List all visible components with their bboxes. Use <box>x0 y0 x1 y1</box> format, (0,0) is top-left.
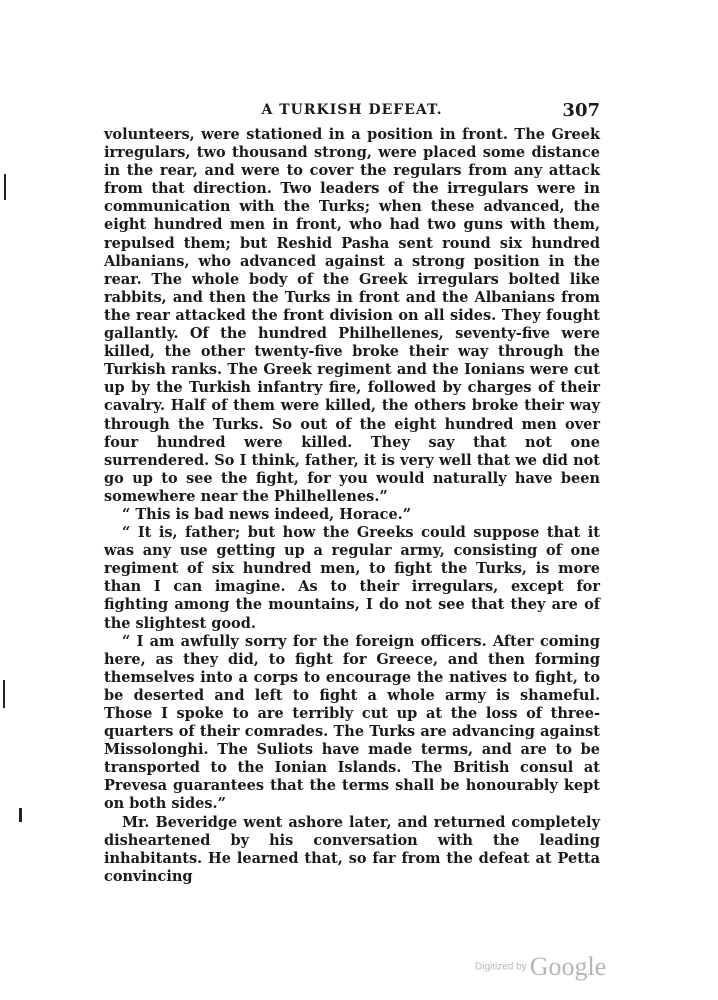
page-number: 307 <box>562 100 600 121</box>
running-title: A TURKISH DEFEAT. <box>261 102 443 118</box>
margin-mark-middle <box>3 680 5 708</box>
body-text <box>104 126 600 886</box>
paragraph-1: volunteers, were stationed in a position in front. The Greek irregulars, two thousand strong, were placed some distance in the rear, and were to cover the regulars from any attack from that direction. Two leaders of the irregulars were in communication with the Turks; when these advanced, the eight hundred men in front, who had two guns with them, repulsed them; but Reshid Pasha sent round six hundred Albanians, who advanced against a strong position in the rear. The whole body of the Greek irregulars bolted like rabbits, and then the Turks in front and the Albanians from the rear attacked the front division on all sides. They fought gallantly. Of the hundred Philhellenes, seventy-five were killed, the other twenty-five broke their way through the Turkish ranks. The Greek regiment and the Ionians were cut up by the Turkish infantry fire, followed by charges of their cavalry. Half of them were killed, the others broke their way through the Turks. So out of the eight hundred men over four hundred were killed. They say that not one surrendered. So I think, father, it is very well that we did not go up to see the fight, for you would naturally have been somewhere near the Philhellenes.” <box>104 126 600 505</box>
paragraph-2: “ This is bad news indeed, Horace.” <box>122 505 412 523</box>
margin-mark-top <box>4 174 6 200</box>
digitized-by-label: Digitized by <box>475 961 527 973</box>
paragraph-5: Mr. Beveridge went ashore later, and returned completely disheartened by his conversation with the leading inhabitants. He learned that, so far from the defeat at Petta convincing <box>104 813 600 885</box>
running-head <box>104 102 600 124</box>
margin-mark-bottom <box>19 808 22 822</box>
google-logo: Google <box>529 952 607 981</box>
paragraph-4: “ I am awfully sorry for the foreign officers. After coming here, as they did, to fight for Greece, and then forming themselves into a corps to encourage the natives to fight, to be deserted and left to fight a whole army is shameful. Those I spoke to are terribly cut up at the loss of three-quarters of their comrades. The Turks are advancing against Missolonghi. The Suliots have made terms, and are to be transported to the Ionian Islands. The British consul at Prevesa guarantees that the terms shall be honourably kept on both sides.” <box>104 632 600 813</box>
paragraph-3: “ It is, father; but how the Greeks could suppose that it was any use getting up a regular army, consisting of one regiment of six hundred men, to fight the Turks, is more than I can imagine. As to their irregulars, except for fighting among the mountains, I do not see that they are of the slightest good. <box>104 524 600 632</box>
digitized-watermark <box>475 952 606 982</box>
